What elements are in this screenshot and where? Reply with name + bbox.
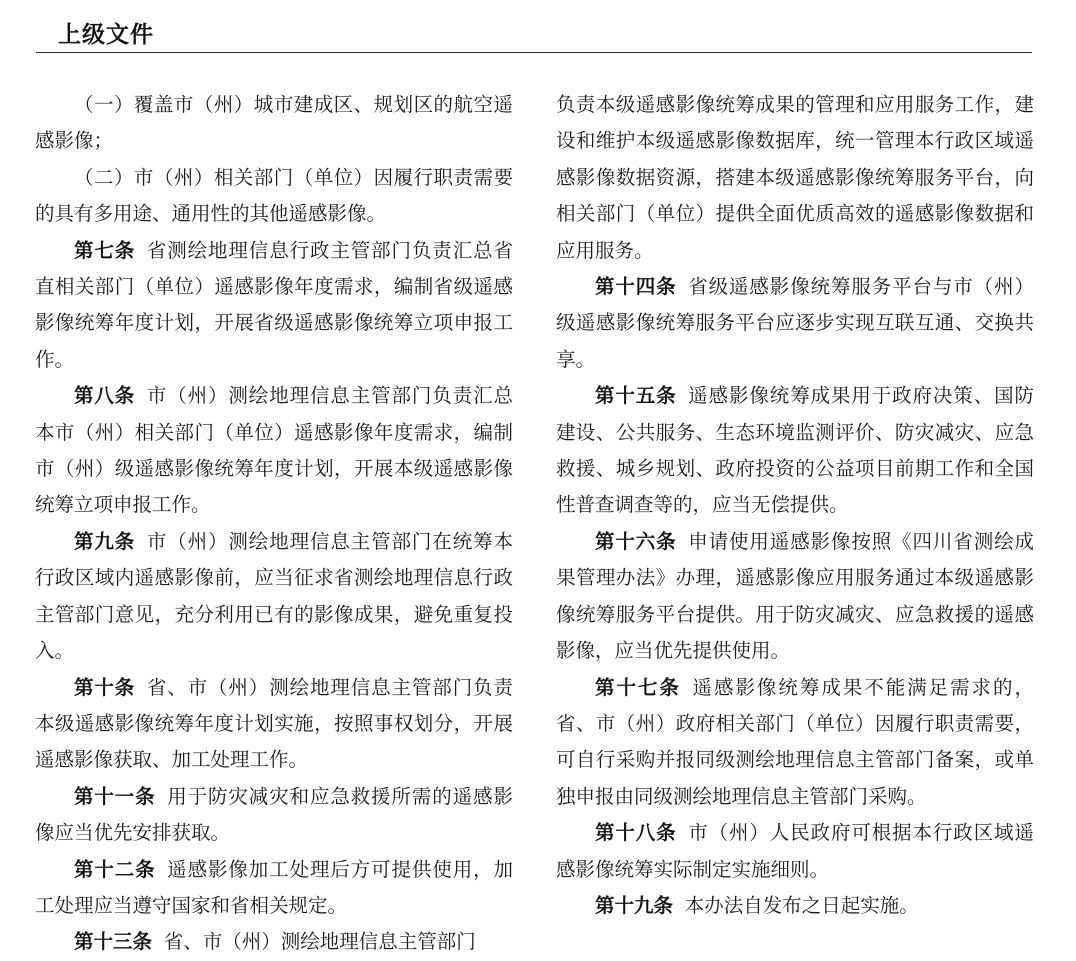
left-column xyxy=(35,87,513,961)
paragraph-continued xyxy=(556,87,1034,269)
paragraph-text: 本办法自发布之日起实施。 xyxy=(684,893,919,917)
paragraph-text: 遥感影像加工处理后方可提供使用，加工处理应当遵守国家和省相关规定。 xyxy=(35,857,513,917)
article-number: 第七条 xyxy=(74,238,136,262)
paragraph-text: 省、市（州）测绘地理信息主管部门 xyxy=(163,930,476,954)
paragraph-text: （一）覆盖市（州）城市建成区、规划区的航空遥感影像； xyxy=(35,93,513,153)
article-number: 第十一条 xyxy=(74,784,156,808)
article-number: 第十条 xyxy=(74,675,136,699)
paragraph xyxy=(556,670,1034,816)
paragraph-text: 负责本级遥感影像统筹成果的管理和应用服务工作，建设和维护本级遥感影像数据库，统一管理本行政区域遥感影像数据资源，搭建本级遥感影像统筹服务平台，向相关部门（单位）提供全面优质高效的遥感影像数据和应用服务。 xyxy=(556,93,1034,262)
paragraph xyxy=(556,269,1034,378)
paragraph-text: 省、市（州）测绘地理信息主管部门负责本级遥感影像统筹年度计划实施，按照事权划分，开展遥感影像获取、加工处理工作。 xyxy=(35,675,513,772)
paragraph-text: 市（州）测绘地理信息主管部门负责汇总本市（州）相关部门（单位）遥感影像年度需求，编制市（州）级遥感影像统筹年度计划，开展本级遥感影像统筹立项申报工作。 xyxy=(35,384,513,517)
paragraph-text: （二）市（州）相关部门（单位）因履行职责需要的具有多用途、通用性的其他遥感影像。 xyxy=(35,165,513,226)
right-column xyxy=(556,87,1034,924)
paragraph xyxy=(35,233,513,379)
paragraph xyxy=(35,524,513,670)
article-number: 第十二条 xyxy=(74,857,156,881)
paragraph-text: 用于防灾减灾和应急救援所需的遥感影像应当优先安排获取。 xyxy=(35,784,513,845)
paragraph-text: 市（州）测绘地理信息主管部门在统筹本行政区域内遥感影像前，应当征求省测绘地理信息行政主管部门意见，充分利用已有的影像成果，避免重复投入。 xyxy=(35,529,513,663)
article-number: 第十五条 xyxy=(595,384,677,408)
paragraph-text: 市（州）人民政府可根据本行政区域遥感影像统筹实际制定实施细则。 xyxy=(556,821,1034,881)
paragraph xyxy=(35,779,513,852)
paragraph-text: 申请使用遥感影像按照《四川省测绘成果管理办法》办理，遥感影像应用服务通过本级遥感影像统筹服务平台提供。用于防灾减灾、应急救援的遥感影像，应当优先提供使用。 xyxy=(556,529,1034,663)
paragraph xyxy=(35,852,513,925)
paragraph xyxy=(556,888,1034,924)
paragraph-text: 遥感影像统筹成果不能满足需求的，省、市（州）政府相关部门（单位）因履行职责需要，可自行采购并报同级测绘地理信息主管部门备案，或单独申报由同级测绘地理信息主管部门采购。 xyxy=(556,675,1034,808)
paragraph-text: 省测绘地理信息行政主管部门负责汇总省直相关部门（单位）遥感影像年度需求，编制省级遥感影像统筹年度计划，开展省级遥感影像统筹立项申报工作。 xyxy=(35,238,513,371)
article-number: 第十六条 xyxy=(595,529,677,553)
paragraph xyxy=(556,524,1034,670)
article-number: 第八条 xyxy=(74,384,136,408)
page-header xyxy=(36,18,1032,53)
paragraph xyxy=(35,924,513,960)
article-number: 第十四条 xyxy=(595,275,677,299)
paragraph-text: 省级遥感影像统筹服务平台与市（州）级遥感影像统筹服务平台应逐步实现互联互通、交换共享。 xyxy=(556,275,1034,371)
paragraph xyxy=(556,815,1034,888)
article-number: 第十九条 xyxy=(595,893,674,917)
paragraph xyxy=(35,87,513,160)
article-number: 第十七条 xyxy=(595,675,681,699)
section-title: 上级文件 xyxy=(58,22,154,48)
paragraph xyxy=(35,160,513,233)
article-number: 第九条 xyxy=(74,529,136,553)
article-number: 第十八条 xyxy=(595,821,677,845)
paragraph-text: 遥感影像统筹成果用于政府决策、国防建设、公共服务、生态环境监测评价、防灾减灾、应急救援、城乡规划、政府投资的公益项目前期工作和全国性普查调查等的，应当无偿提供。 xyxy=(556,384,1034,517)
paragraph xyxy=(35,378,513,524)
paragraph xyxy=(556,378,1034,524)
article-number: 第十三条 xyxy=(74,930,153,954)
paragraph xyxy=(35,670,513,779)
